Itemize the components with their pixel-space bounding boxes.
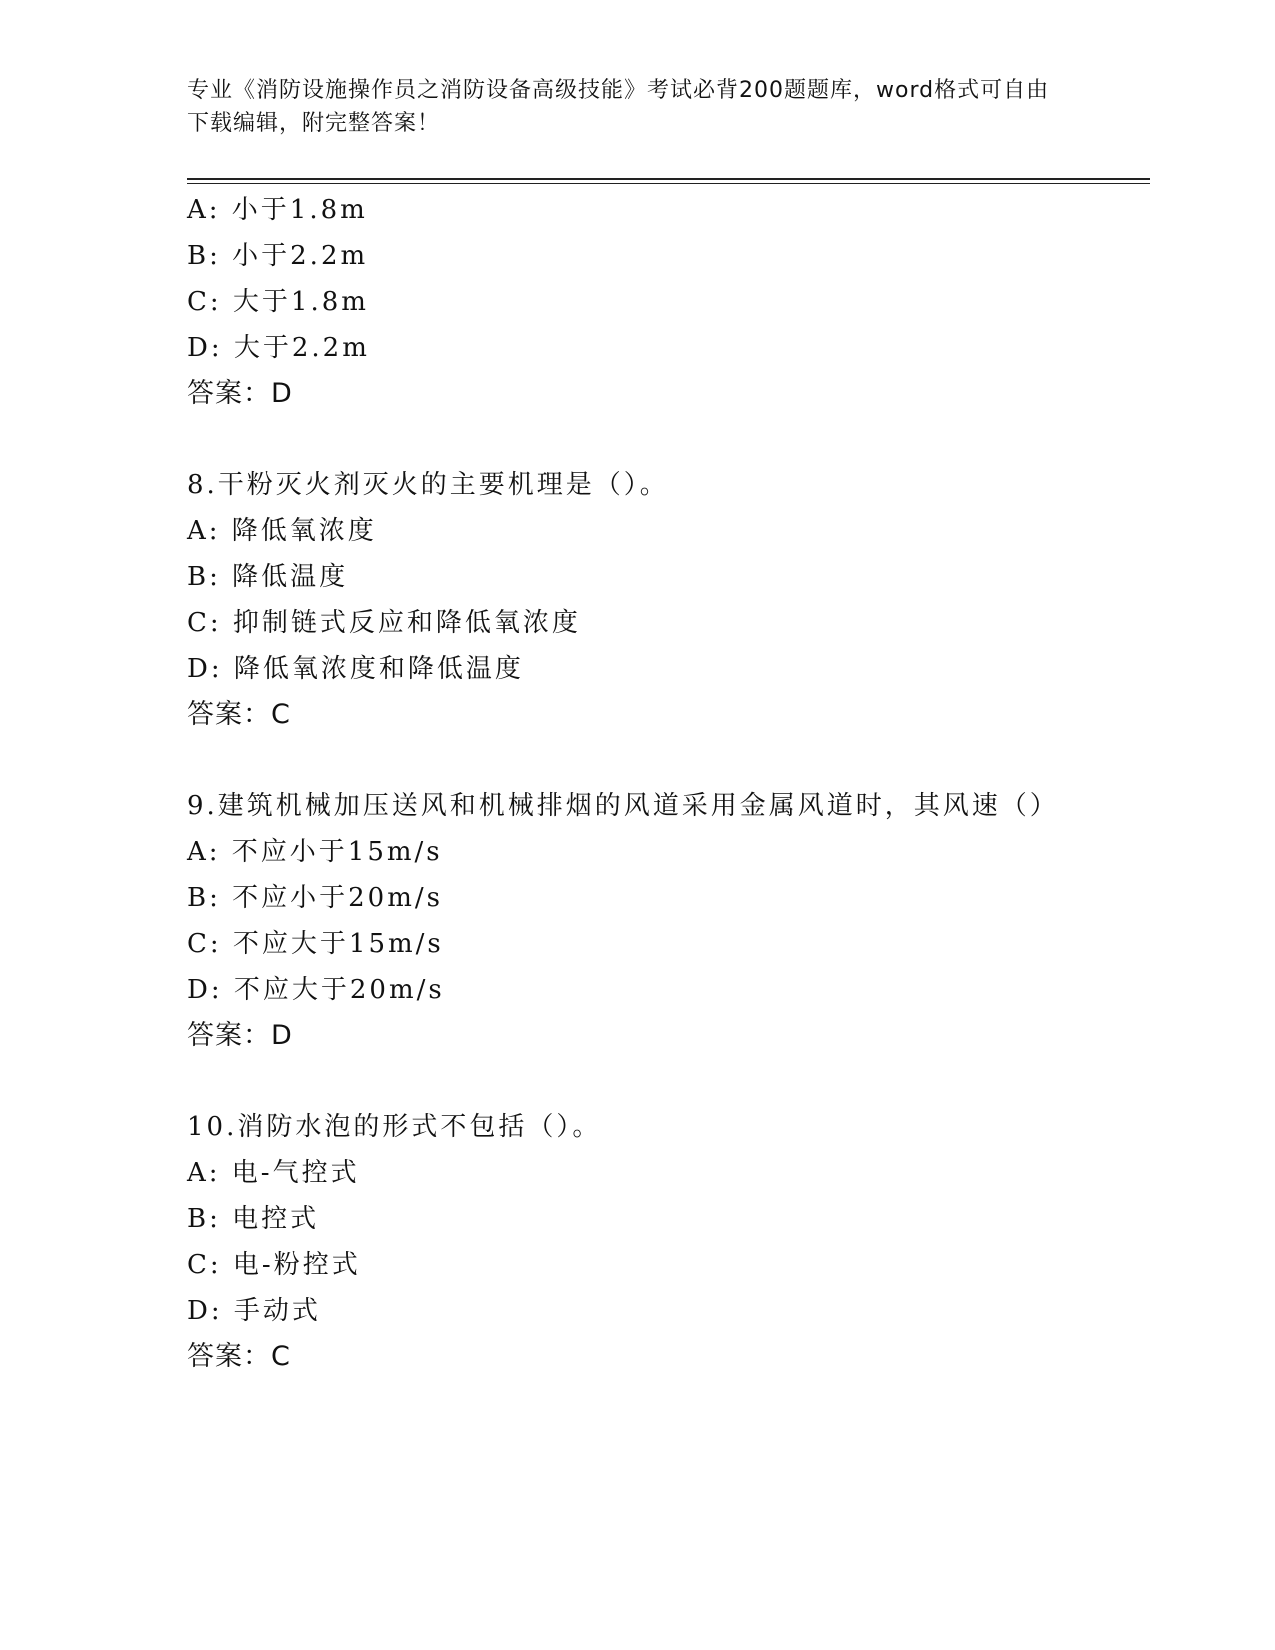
option-d: D: 降低氧浓度和降低温度 bbox=[187, 654, 524, 684]
answer-line: 答案：C bbox=[187, 699, 291, 730]
option-a: A: 小于1.8m bbox=[187, 195, 368, 225]
option-d: D: 手动式 bbox=[187, 1296, 321, 1326]
option-a: A: 不应小于15m/s bbox=[187, 837, 443, 867]
option-b: B: 降低温度 bbox=[187, 562, 349, 592]
option-c: C: 抑制链式反应和降低氧浓度 bbox=[187, 608, 581, 638]
document-title: 专业《消防设施操作员之消防设备高级技能》考试必背200题题库，word格式可自由下载编辑，附完整答案！ bbox=[187, 78, 1050, 136]
question-stem: 8.干粉灭火剂灭火的主要机理是（）。 bbox=[187, 470, 669, 500]
spacer bbox=[187, 738, 1147, 783]
answer-line: 答案：D bbox=[187, 1020, 293, 1051]
option-d: D: 大于2.2m bbox=[187, 333, 370, 363]
option-b: B: 小于2.2m bbox=[187, 241, 369, 271]
header-divider-top bbox=[187, 178, 1150, 180]
option-b: B: 电控式 bbox=[187, 1204, 320, 1234]
option-b: B: 不应小于20m/s bbox=[187, 883, 443, 913]
answer-line: 答案：D bbox=[187, 378, 293, 409]
question-9 bbox=[187, 783, 1147, 1059]
spacer bbox=[187, 417, 1147, 462]
question-10 bbox=[187, 1104, 1147, 1380]
question-stem: 10.消防水泡的形式不包括（）。 bbox=[187, 1112, 602, 1142]
header-divider-bottom bbox=[187, 183, 1150, 184]
option-c: C: 不应大于15m/s bbox=[187, 929, 444, 959]
question-stem: 9.建筑机械加压送风和机械排烟的风道采用金属风道时，其风速（） bbox=[187, 791, 1059, 821]
option-d: D: 不应大于20m/s bbox=[187, 975, 445, 1005]
option-c: C: 大于1.8m bbox=[187, 287, 369, 317]
document-body bbox=[187, 187, 1147, 1380]
option-a: A: 电-气控式 bbox=[187, 1158, 360, 1188]
option-a: A: 降低氧浓度 bbox=[187, 516, 377, 546]
option-c: C: 电-粉控式 bbox=[187, 1250, 361, 1280]
page-header bbox=[187, 74, 1067, 140]
question-8 bbox=[187, 462, 1147, 738]
answer-line: 答案：C bbox=[187, 1341, 291, 1372]
question-7-continued bbox=[187, 187, 1147, 417]
spacer bbox=[187, 1059, 1147, 1104]
